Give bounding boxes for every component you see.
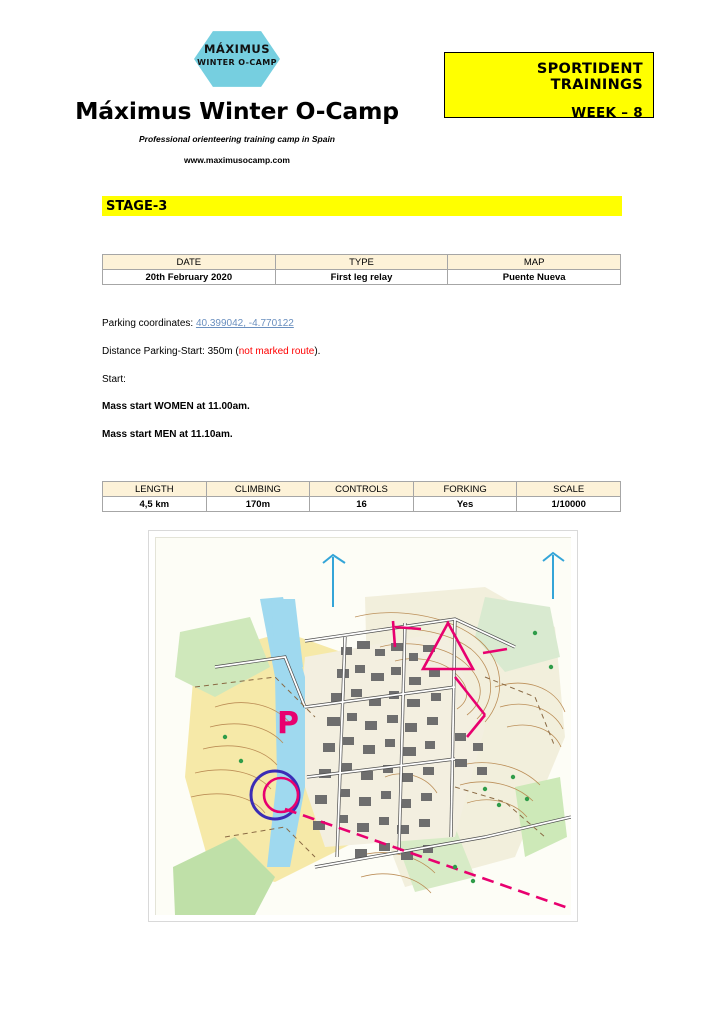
map-image-frame	[148, 530, 578, 922]
stage-banner: STAGE-3	[102, 196, 622, 216]
table-cell: 16	[310, 497, 414, 512]
table-header-row	[103, 482, 621, 497]
table-cell: 4,5 km	[103, 497, 207, 512]
start-label: Start:	[102, 374, 126, 385]
table-header-cell: SCALE	[517, 482, 621, 497]
table-row	[103, 270, 621, 285]
course-stats-table	[102, 481, 621, 512]
parking-coordinates-line	[102, 318, 294, 329]
logo-line-2: WINTER O-CAMP	[197, 58, 277, 67]
stage-info-table	[102, 254, 621, 285]
table-header-cell: MAP	[448, 255, 621, 270]
brand-block	[72, 30, 402, 165]
table-header-row	[103, 255, 621, 270]
table-row	[103, 497, 621, 512]
hexagon-logo-icon	[194, 30, 280, 88]
parking-coordinates-link[interactable]: 40.399042, -4.770122	[195, 318, 294, 329]
parking-marker-p: P	[277, 706, 299, 741]
status-badge	[444, 52, 654, 121]
distance-line	[102, 346, 320, 357]
page-title: Máximus Winter O-Camp	[75, 97, 399, 125]
table-cell: First leg relay	[275, 270, 448, 285]
map-graphic	[155, 537, 571, 915]
table-cell: Yes	[413, 497, 517, 512]
table-cell: 170m	[206, 497, 310, 512]
mass-start-men: Mass start MEN at 11.10am.	[102, 429, 233, 440]
table-header-cell: CONTROLS	[310, 482, 414, 497]
table-cell: Puente Nueva	[448, 270, 621, 285]
distance-suffix: ).	[314, 346, 321, 357]
orienteering-map	[155, 537, 571, 915]
badge-line-2: WEEK – 8	[571, 105, 643, 121]
badge-line-1: SPORTIDENT TRAININGS	[536, 61, 643, 93]
brand-website: www.maximusocamp.com	[184, 155, 290, 165]
mass-start-women: Mass start WOMEN at 11.00am.	[102, 401, 250, 412]
document-header	[0, 0, 724, 178]
distance-note: not marked route	[238, 346, 315, 357]
table-header-cell: CLIMBING	[206, 482, 310, 497]
table-header-cell: DATE	[103, 255, 276, 270]
distance-prefix: Distance Parking-Start: 350m (	[102, 346, 239, 357]
parking-label: Parking coordinates:	[102, 318, 196, 329]
table-header-cell: FORKING	[413, 482, 517, 497]
table-header-cell: LENGTH	[103, 482, 207, 497]
table-header-cell: TYPE	[275, 255, 448, 270]
brand-subtitle: Professional orienteering training camp in Spain	[138, 134, 335, 144]
logo-line-1: MÁXIMUS	[203, 42, 271, 56]
table-cell: 20th February 2020	[103, 270, 276, 285]
table-cell: 1/10000	[517, 497, 621, 512]
